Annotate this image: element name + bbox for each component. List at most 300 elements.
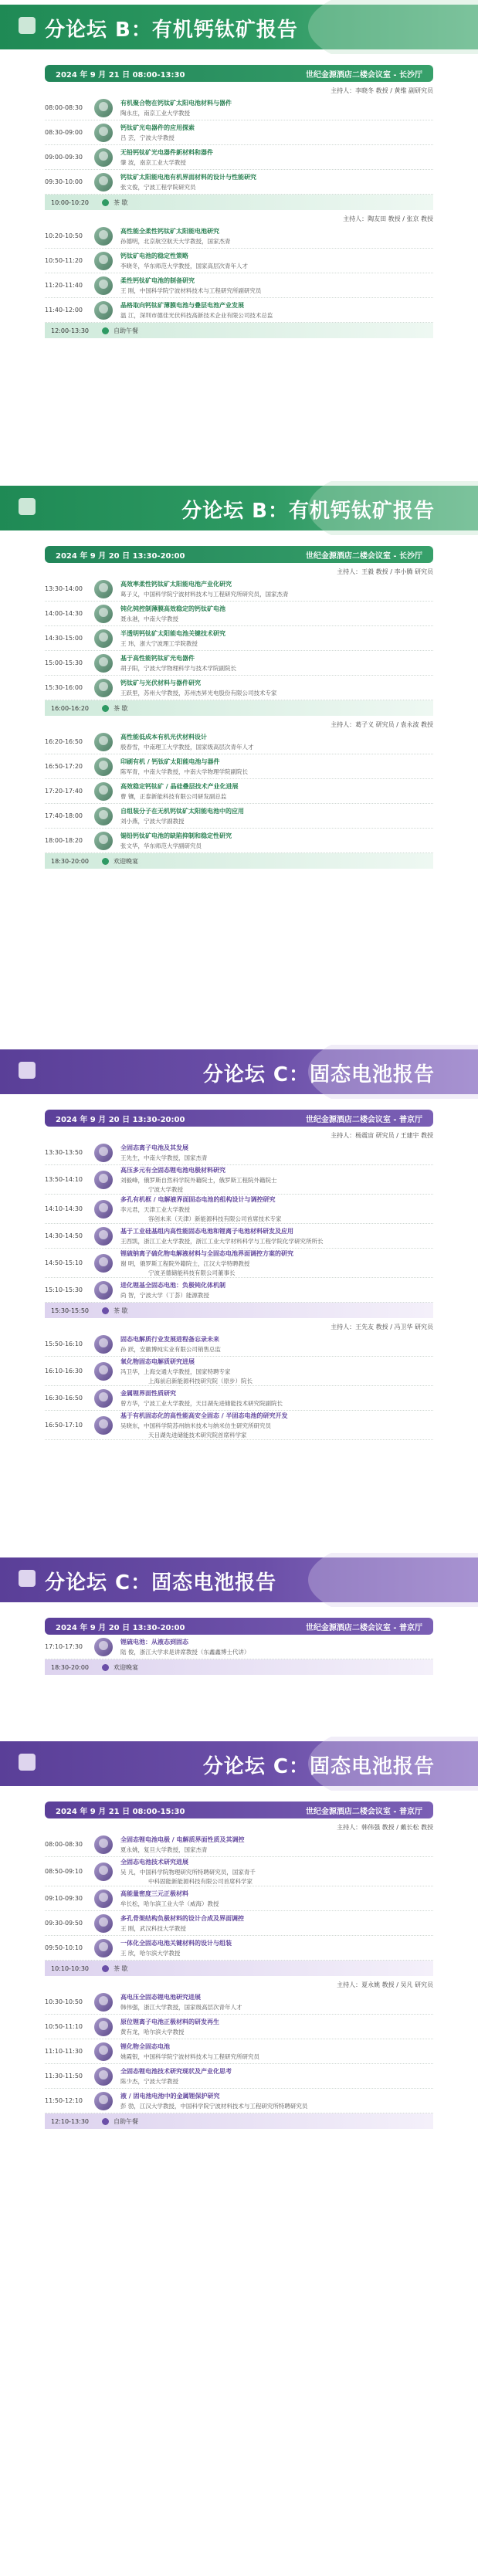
break-time: 12:00-13:30 (51, 327, 89, 334)
talk-speaker: 王 欣，哈尔滨大学教授 (120, 1949, 181, 1957)
talk-topic: 基于工业硅基组内高性能固态电池和锂离子电池材料研发及应用 (120, 1227, 293, 1235)
talk-time: 14:30-15:00 (45, 635, 83, 642)
talk-topic: 基于高性能钙钛矿光电器件 (120, 654, 195, 662)
break-label: 茶 歇 (114, 198, 128, 206)
session-bar (45, 1618, 433, 1635)
break-dot-icon (102, 705, 109, 712)
talk-speaker: 王 刚，中国科学院宁波材料技术与工程研究所副研究员 (120, 286, 262, 294)
talk-row (45, 730, 433, 754)
talk-time: 16:50-17:10 (45, 1422, 83, 1429)
talk-time: 14:50-15:10 (45, 1259, 83, 1266)
talk-time: 08:00-08:30 (45, 1841, 83, 1848)
talk-time: 14:10-14:30 (45, 1205, 83, 1212)
talk-time: 16:10-16:30 (45, 1368, 83, 1374)
speaker-avatar (94, 1993, 113, 2012)
speaker-avatar (94, 758, 113, 776)
forum-section (0, 0, 478, 481)
speaker-avatar (94, 2042, 113, 2061)
talk-time: 11:20-11:40 (45, 282, 83, 289)
talk-topic: 固态电解质行业发展进程备忘录未来 (120, 1335, 219, 1343)
talk-row (45, 602, 433, 626)
talk-text (120, 782, 433, 801)
talk-text (120, 301, 433, 320)
talk-row (45, 1357, 433, 1386)
talk-time: 18:00-18:20 (45, 837, 83, 844)
forum-section (0, 1553, 478, 1737)
speaker-avatar (94, 252, 113, 270)
talk-time: 08:00-08:30 (45, 104, 83, 111)
host-line: 主持人：王先友 教授 / 冯卫华 研究员 (331, 1324, 433, 1330)
talk-row (45, 2039, 433, 2064)
talk-text (120, 605, 433, 623)
talk-row (45, 779, 433, 804)
talk-row (45, 120, 433, 145)
talk-speaker: 曾方华，宁波工业大学教授，天目湖先进储能技术研究院副院长 (120, 1399, 283, 1407)
talk-row (45, 1832, 433, 1857)
talk-text (120, 1357, 433, 1385)
talk-time: 11:30-11:50 (45, 2073, 83, 2079)
talk-speaker: 张文华，华东师范大学副研究员 (120, 842, 202, 849)
session-bar (45, 1802, 433, 1818)
break-label: 茶 歇 (114, 704, 128, 712)
speaker-avatar (94, 733, 113, 751)
talk-row (45, 298, 433, 323)
talk-text (120, 148, 433, 167)
talk-topic: 高电压全固态锂电池研究进展 (120, 1993, 201, 2001)
forum-banner (0, 1045, 478, 1099)
talk-row (45, 145, 433, 170)
talk-row (45, 1936, 433, 1961)
session-venue: 世纪金源酒店二楼会议室 - 普京厅 (305, 1115, 422, 1124)
talk-text (120, 1166, 433, 1194)
talk-speaker: 陶永庄，南京工业大学教授 (120, 109, 190, 117)
break-label: 欢迎晚宴 (114, 1663, 138, 1671)
speaker-avatar (94, 1200, 113, 1219)
talk-row (45, 2015, 433, 2039)
speaker-avatar (94, 1389, 113, 1408)
session-date: 2024 年 9 月 21 日 08:00-15:30 (56, 1807, 185, 1816)
talk-topic: 钙钛矿光电器件的应用探索 (120, 124, 195, 131)
talk-row (45, 577, 433, 602)
talk-topic: 钝化钝控制薄膜高效稳定的钙钛矿电池 (120, 605, 225, 612)
talk-speaker: 姚霞银，中国科学院宁波材料技术与工程研究所研究员 (120, 2052, 259, 2060)
talk-row (45, 626, 433, 651)
talk-speaker: 王 刚，武汉科技大学教授 (120, 1924, 186, 1932)
talk-text (120, 1195, 433, 1223)
speaker-avatar (94, 1638, 113, 1656)
talk-topic: 自组装分子在无机钙钛矿太阳能电池中的应用 (120, 807, 244, 815)
speaker-avatar (94, 2018, 113, 2036)
talk-topic: 多孔骨架结构负极材料的设计合成及界面调控 (120, 1914, 244, 1922)
talk-topic: 氧化物固态电解质研究进展 (120, 1357, 195, 1365)
talk-row (45, 96, 433, 120)
talk-topic: 锡铅钙钛矿电池的缺陷抑制和稳定性研究 (120, 832, 232, 839)
talk-row (45, 676, 433, 700)
talk-text (120, 1835, 433, 1854)
forum-banner (0, 481, 478, 535)
break-dot-icon (102, 858, 109, 865)
speaker-avatar (94, 124, 113, 142)
talk-text (120, 1858, 433, 1886)
talk-text (120, 124, 433, 142)
break-time: 10:00-10:20 (51, 198, 89, 206)
banner-square-icon (19, 17, 36, 34)
talk-time: 17:40-18:00 (45, 812, 83, 819)
forum-title: 分论坛 C：固态电池报告 (45, 1571, 277, 1595)
banner-square-icon (19, 1754, 36, 1771)
talk-topic: 全固态锂电池电极 / 电解质界面性质及其调控 (120, 1835, 245, 1843)
talk-row (45, 224, 433, 249)
talk-topic: 印刷有机 / 钙钛矿太阳能电池与器件 (120, 758, 220, 765)
break-row (45, 1659, 433, 1675)
talk-speaker: 王 玮，浙大宁波理工学院教授 (120, 639, 198, 647)
talk-text (120, 629, 433, 648)
talk-time: 09:30-10:00 (45, 178, 83, 185)
talk-speaker: 温 江，深圳市德佳光伏科技高新技术企业有限公司技术总监 (120, 311, 273, 319)
talk-speaker: 张文俊，宁波工程学院研究员 (120, 183, 196, 191)
break-time: 16:00-16:20 (51, 704, 89, 712)
speaker-avatar (94, 227, 113, 246)
break-dot-icon (102, 1664, 109, 1671)
forum-section (0, 1045, 478, 1553)
speaker-avatar (94, 1144, 113, 1162)
speaker-avatar (94, 807, 113, 825)
talk-time: 16:20-16:50 (45, 738, 83, 745)
talk-text (120, 2067, 433, 2086)
speaker-avatar (94, 276, 113, 295)
talk-speaker-extra: 中科固能新能源科技有限公司首席科学家 (148, 1877, 253, 1885)
talk-topic: 钙钛矿太阳能电池有机界面材料的设计与性能研究 (120, 173, 256, 181)
talk-row (45, 1165, 433, 1195)
talk-time: 16:50-17:20 (45, 763, 83, 770)
talk-speaker: 牟长松，哈尔滨工业大学（威海）教授 (120, 1900, 219, 1907)
talk-text (120, 227, 433, 246)
talk-topic: 高性能全柔性钙钛矿太阳能电池研究 (120, 227, 219, 235)
talk-speaker: 殷春雪，中南理工大学教授，国家级高层次青年人才 (120, 743, 254, 751)
break-label: 茶 歇 (114, 1964, 128, 1972)
talk-speaker-extra: 天目湖先进储能技术研究院首席科学家 (148, 1431, 247, 1439)
session-venue: 世纪金源酒店二楼会议室 - 普京厅 (305, 1807, 422, 1816)
speaker-avatar (94, 301, 113, 320)
host-line: 主持人：杨震宙 研究员 / 王建宇 教授 (331, 1132, 433, 1139)
talk-speaker: 谢 明，俄罗斯工程院外籍院士，江汉大学特聘教授 (120, 1259, 250, 1267)
forum-title: 分论坛 C：固态电池报告 (202, 1063, 435, 1086)
talk-time: 09:00-09:30 (45, 154, 83, 161)
talk-time: 14:30-14:50 (45, 1232, 83, 1239)
talk-speaker-extra: 宁波大学教授 (148, 1185, 183, 1193)
break-dot-icon (102, 327, 109, 334)
break-dot-icon (102, 1965, 109, 1972)
talk-text (120, 679, 433, 697)
forum-banner (0, 1737, 478, 1791)
talk-text (120, 758, 433, 776)
talk-time: 09:10-09:30 (45, 1895, 83, 1902)
banner-decoration (308, 1553, 478, 1607)
talk-text (120, 832, 433, 850)
talk-time: 15:50-16:10 (45, 1341, 83, 1347)
talk-speaker: 黄有龙，哈尔滨大学教授 (120, 2028, 185, 2035)
talk-time: 10:30-10:50 (45, 1998, 83, 2005)
break-row (45, 1303, 433, 1318)
speaker-avatar (94, 1914, 113, 1933)
talk-time: 11:50-12:10 (45, 2097, 83, 2104)
talk-row (45, 1635, 433, 1659)
banner-square-icon (19, 1570, 36, 1587)
talk-speaker-extra: 容创未来（天津）新能源科技有限公司首席技术专家 (148, 1215, 282, 1222)
talk-time: 09:50-10:10 (45, 1944, 83, 1951)
host-line: 主持人：李晓冬 教授 / 黄维 副研究员 (331, 87, 433, 94)
talk-text (120, 252, 433, 270)
talk-text (120, 1227, 433, 1246)
host-line: 主持人：葛子义 研究员 / 袁永波 教授 (331, 721, 433, 728)
talk-text (120, 1144, 433, 1162)
talk-time: 14:00-14:30 (45, 610, 83, 617)
session-venue: 世纪金源酒店二楼会议室 - 普京厅 (305, 1623, 422, 1632)
talk-row (45, 804, 433, 829)
break-time: 10:10-10:30 (51, 1964, 89, 1972)
talk-topic: 柔性钙钛矿电池的制备研究 (120, 276, 195, 284)
talk-row (45, 1857, 433, 1886)
session-venue: 世纪金源酒店二楼会议室 - 长沙厅 (305, 551, 422, 561)
talk-row (45, 754, 433, 779)
talk-speaker: 陆 俊，浙江大学求是讲席教授（东鑫鑫博士代讲） (120, 1648, 250, 1656)
talk-time: 15:10-15:30 (45, 1286, 83, 1293)
talk-row (45, 1195, 433, 1224)
talk-text (120, 654, 433, 673)
talk-row (45, 1249, 433, 1278)
talk-topic: 原位锂离子电池正极材料的研发再生 (120, 2018, 219, 2025)
talk-topic: 半透明钙钛矿太阳能电池关键技术研究 (120, 629, 225, 637)
speaker-avatar (94, 832, 113, 850)
talk-topic: 锂硫钠离子硫化物电解液材料与全固态电池界面调控方案的研究 (120, 1249, 293, 1257)
talk-topic: 基于有机固态化的高性能高安全固态 / 半固态电池的研究开发 (120, 1412, 288, 1419)
talk-text (120, 1249, 433, 1277)
talk-row (45, 1990, 433, 2015)
talk-speaker: 陈军青，中南大学教授，中南大学物理学院副院长 (120, 768, 248, 775)
host-line: 主持人：王毅 教授 / 李小腾 研究员 (337, 568, 433, 575)
talk-speaker: 陈少杰，宁波大学教授 (120, 2077, 178, 2085)
talk-speaker: 夏永姚，复旦大学教授，国家杰青 (120, 1846, 208, 1853)
talk-time: 08:50-09:10 (45, 1868, 83, 1875)
talk-row (45, 1278, 433, 1303)
talk-row (45, 1224, 433, 1249)
talk-text (120, 733, 433, 751)
talk-row (45, 1911, 433, 1936)
talk-text (120, 1914, 433, 1933)
talk-time: 11:40-12:00 (45, 307, 83, 314)
break-label: 欢迎晚宴 (114, 857, 138, 865)
talk-speaker: 王西凯，浙江工业大学教授，浙江工业大学材料科学与工程学院化学研究所所长 (120, 1237, 324, 1245)
talk-time: 13:30-14:00 (45, 585, 83, 592)
forum-section (0, 481, 478, 1045)
talk-speaker: 吕 芸，宁波大学教授 (120, 134, 175, 141)
talk-speaker-extra: 上海前启新能源科技研究院（原步）院长 (148, 1377, 253, 1385)
forum-banner (0, 0, 478, 54)
speaker-avatar (94, 1890, 113, 1908)
talk-time: 13:50-14:10 (45, 1176, 83, 1183)
talk-text (120, 2042, 433, 2061)
talk-text (120, 1412, 433, 1439)
speaker-avatar (94, 2067, 113, 2086)
session-date: 2024 年 9 月 20 日 13:30-20:00 (56, 551, 185, 561)
talk-row (45, 273, 433, 298)
talk-topic: 高效率柔性钙钛矿太阳能电池产业化研究 (120, 580, 232, 588)
talk-topic: 一体化全固态电池关键材料的设计与组装 (120, 1939, 232, 1947)
session-venue: 世纪金源酒店二楼会议室 - 长沙厅 (305, 70, 422, 80)
forum-section (0, 1737, 478, 2576)
talk-speaker: 胡子阳，宁波大学物理科学与技术学院副院长 (120, 664, 236, 672)
talk-topic: 高压多元有全固态锂电池电极材料研究 (120, 1166, 225, 1174)
break-row (45, 323, 433, 338)
banner-square-icon (19, 498, 36, 515)
talk-speaker: 王先生，中南大学教授，国家杰青 (120, 1154, 208, 1161)
talk-text (120, 276, 433, 295)
talk-time: 10:50-11:20 (45, 257, 83, 264)
talk-speaker: 刘毅峰，俄罗斯自然科学院外籍院士，俄罗斯工程院外籍院士 (120, 1176, 277, 1184)
break-dot-icon (102, 2118, 109, 2125)
break-dot-icon (102, 199, 109, 206)
session-date: 2024 年 9 月 20 日 13:30-20:00 (56, 1115, 185, 1124)
forum-title: 分论坛 B：有机钙钛矿报告 (181, 500, 435, 523)
talk-topic: 有机聚合物在钙钛矿太阳电池材料与器件 (120, 99, 232, 107)
speaker-avatar (94, 1281, 113, 1300)
talk-text (120, 1281, 433, 1300)
talk-speaker-extra: 宁波圣德储能科技有限公司董事长 (148, 1269, 236, 1276)
talk-row (45, 2089, 433, 2113)
talk-time: 17:20-17:40 (45, 788, 83, 795)
break-row (45, 195, 433, 210)
speaker-avatar (94, 173, 113, 192)
talk-speaker: 刘小燕，宁波大学副教授 (120, 817, 185, 825)
talk-topic: 全固态电池技术研究进展 (120, 1858, 188, 1866)
talk-topic: 高能量密度三元正极材料 (120, 1890, 188, 1897)
talk-speaker: 韩伟强，浙江大学教授，国家级高层次青年人才 (120, 2003, 242, 2011)
speaker-avatar (94, 1362, 113, 1381)
speaker-avatar (94, 1171, 113, 1189)
break-row (45, 700, 433, 716)
talk-topic: 进化锂基全固态电池：负极钝化体机制 (120, 1281, 225, 1289)
talk-speaker: 曹 镶，正泰新能科技有限公司研发副总监 (120, 792, 227, 800)
speaker-avatar (94, 580, 113, 598)
speaker-avatar (94, 2092, 113, 2110)
session-bar (45, 546, 433, 563)
talk-speaker: 吴 凡，中国科学院物理研究所特聘研究员，国家青千 (120, 1868, 256, 1876)
break-row (45, 853, 433, 869)
speaker-avatar (94, 1416, 113, 1435)
speaker-avatar (94, 148, 113, 167)
break-dot-icon (102, 1307, 109, 1314)
talk-speaker: 孙德明，北京航空航天大学教授，国家杰青 (120, 237, 231, 245)
session-date: 2024 年 9 月 20 日 13:30-20:00 (56, 1623, 185, 1632)
talk-row (45, 829, 433, 853)
talk-speaker: 吴晓东，中国科学院苏州纳米技术与纳米仿生研究所研究员 (120, 1422, 271, 1429)
host-line: 主持人：夏永姚 教授 / 吴凡 研究员 (337, 1981, 433, 1988)
talk-speaker: 彭 勃，江汉大学教授，中国科学院宁波材料技术与工程研究所特聘研究员 (120, 2102, 308, 2110)
speaker-avatar (94, 1254, 113, 1273)
talk-time: 09:30-09:50 (45, 1920, 83, 1927)
speaker-avatar (94, 1863, 113, 1881)
talk-topic: 锂化物全固态电池 (120, 2042, 170, 2050)
talk-text (120, 580, 433, 598)
talk-speaker: 王跃里，苏州大学教授，苏州杰昇光电股份有限公司技术专家 (120, 689, 277, 697)
break-time: 12:10-13:30 (51, 2117, 89, 2125)
talk-text (120, 1389, 433, 1408)
talk-topic: 高性能低成本有机光伏材料设计 (120, 733, 207, 741)
speaker-avatar (94, 1835, 113, 1854)
talk-topic: 高效稳定钙钛矿 / 晶硅叠层技术产业化进展 (120, 782, 239, 790)
talk-row (45, 1386, 433, 1411)
break-label: 茶 歇 (114, 1307, 128, 1314)
talk-row (45, 1886, 433, 1911)
talk-text (120, 2092, 433, 2110)
talk-speaker: 尚 智，宁波大学（丁荟）能源教授 (120, 1291, 209, 1299)
talk-topic: 多孔有机框 / 电解液界面固态电池的组构设计与调控研究 (120, 1195, 276, 1203)
talk-speaker: 葛子义，中国科学院宁波材料技术与工程研究所研究员，国家杰青 (120, 590, 289, 598)
host-line: 主持人：韩伟强 教授 / 戴长松 教授 (337, 1824, 433, 1831)
talk-row (45, 2064, 433, 2089)
host-line: 主持人：陶友田 教授 / 张京 教授 (343, 215, 433, 222)
talk-speaker: 肇 波，南京工业大学教授 (120, 158, 186, 166)
break-row (45, 1961, 433, 1976)
talk-speaker: 冯卫华，上海交通大学教授，国家特聘专家 (120, 1368, 231, 1375)
talk-topic: 全固态离子电池及其发展 (120, 1144, 188, 1151)
speaker-avatar (94, 782, 113, 801)
talk-time: 11:10-11:30 (45, 2048, 83, 2055)
break-row (45, 2113, 433, 2129)
talk-time: 13:30-13:50 (45, 1149, 83, 1156)
talk-text (120, 1890, 433, 1908)
talk-text (120, 2018, 433, 2036)
speaker-avatar (94, 654, 113, 673)
talk-row (45, 1332, 433, 1357)
talk-topic: 液 / 固电池电池中的金属锂保护研究 (120, 2092, 220, 2100)
talk-row (45, 1411, 433, 1440)
break-label: 自助午餐 (114, 2117, 138, 2125)
break-time: 18:30-20:00 (51, 857, 89, 865)
talk-topic: 钙钛矿与光伏材料与器件研究 (120, 679, 201, 686)
break-time: 15:30-15:50 (51, 1307, 89, 1314)
talk-text (120, 173, 433, 192)
talk-text (120, 807, 433, 825)
talk-row (45, 651, 433, 676)
session-bar (45, 65, 433, 82)
forum-banner (0, 1553, 478, 1607)
talk-topic: 全固态锂电池技术研究现状及产业化思考 (120, 2067, 232, 2075)
speaker-avatar (94, 1335, 113, 1354)
talk-time: 15:00-15:30 (45, 659, 83, 666)
speaker-avatar (94, 679, 113, 697)
banner-decoration (308, 0, 478, 54)
banner-square-icon (19, 1062, 36, 1079)
talk-row (45, 1141, 433, 1165)
session-bar (45, 1110, 433, 1127)
talk-speaker: 李晓冬，华东师范大学教授，国家高层次青年人才 (120, 262, 248, 269)
talk-time: 17:10-17:30 (45, 1643, 83, 1650)
session-date: 2024 年 9 月 21 日 08:00-13:30 (56, 70, 185, 80)
speaker-avatar (94, 605, 113, 623)
talk-text (120, 1638, 433, 1656)
speaker-avatar (94, 1939, 113, 1957)
forum-title: 分论坛 C：固态电池报告 (202, 1755, 435, 1778)
talk-time: 10:20-10:50 (45, 232, 83, 239)
speaker-avatar (94, 99, 113, 117)
break-label: 自助午餐 (114, 327, 138, 334)
talk-topic: 金属锂界面性质研究 (120, 1389, 176, 1397)
talk-time: 10:50-11:10 (45, 2023, 83, 2030)
talk-topic: 无铅钙钛矿光电器件新材料和器件 (120, 148, 213, 156)
talk-speaker: 聂永港，中南大学教授 (120, 615, 178, 622)
forum-title: 分论坛 B：有机钙钛矿报告 (45, 19, 298, 42)
